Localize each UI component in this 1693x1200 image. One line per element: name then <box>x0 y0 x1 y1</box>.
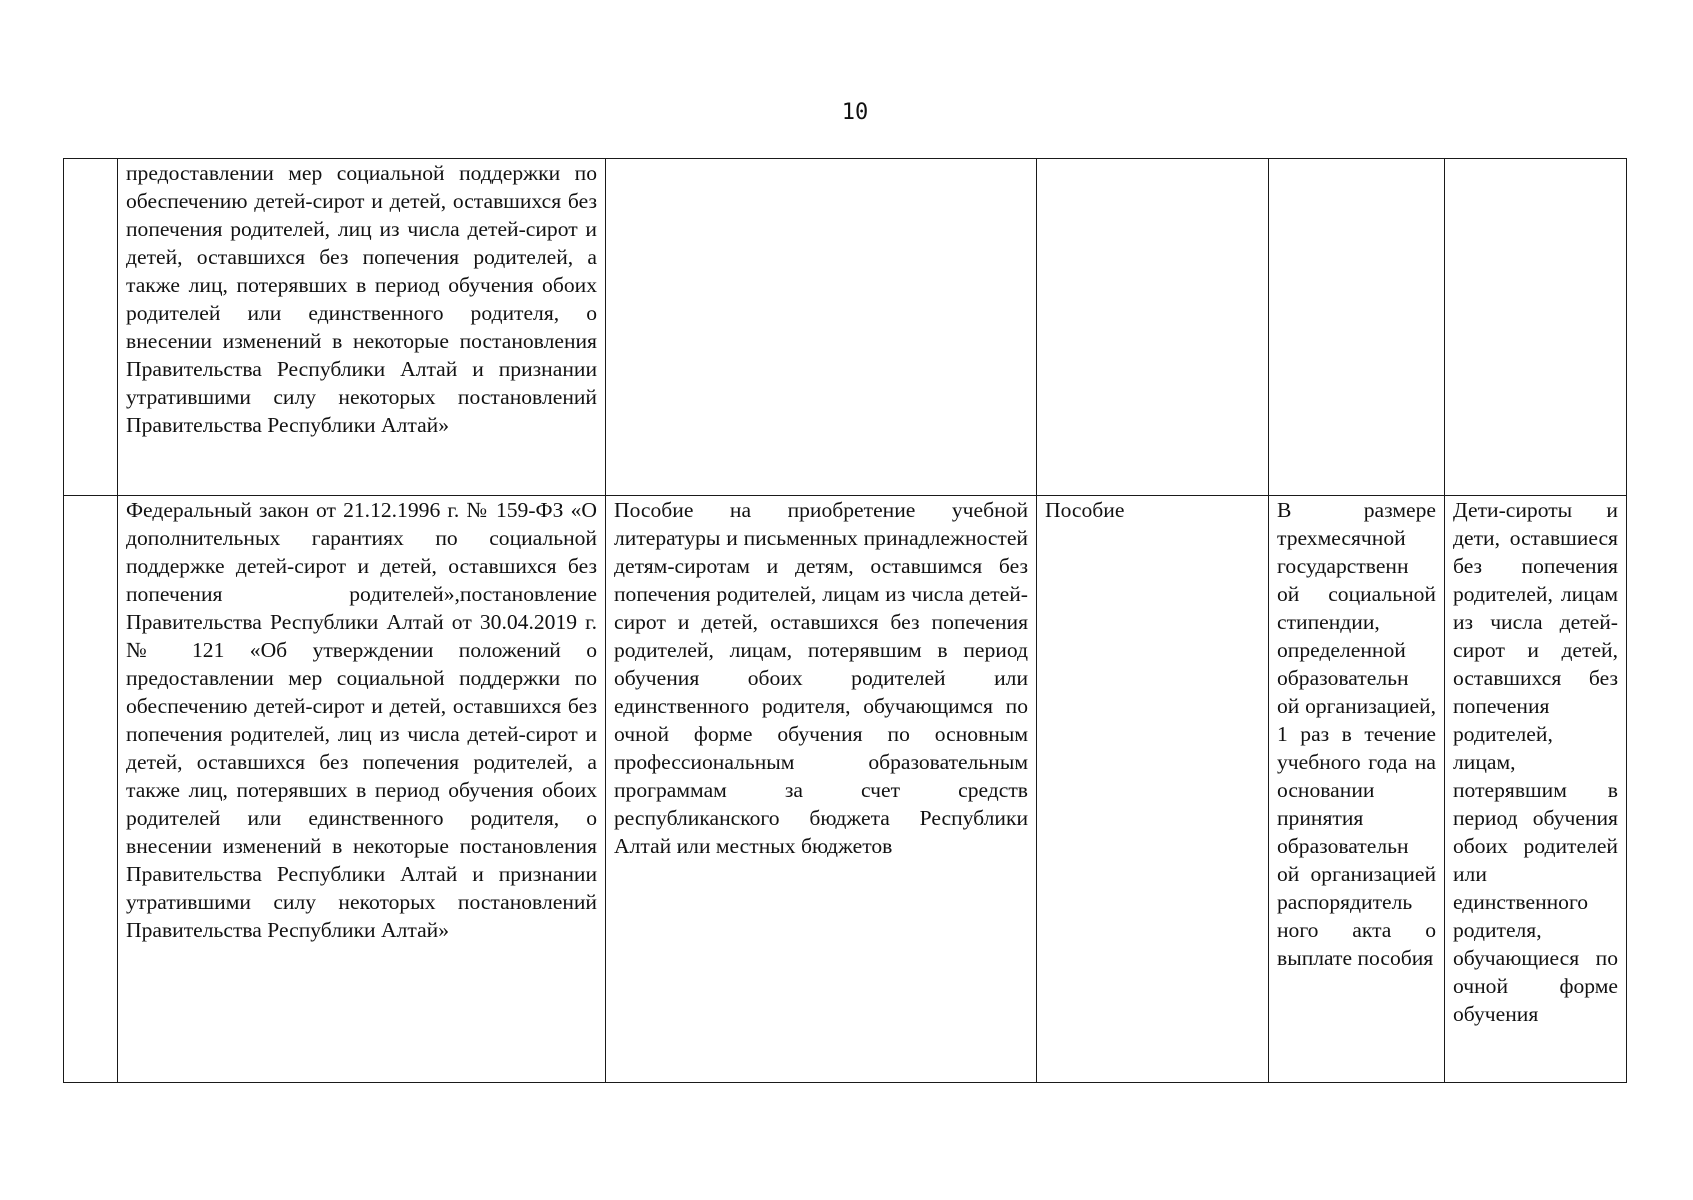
legal-basis-text: предоставлении мер социальной поддержки по обеспечению детей-сирот и детей, оставшихся без попечения родителей, лиц из числа детей-сирот и детей, оставшихся без попечения родителей, а также лиц, потерявших в период обучения обоих родителей или единственного родителя, о внесении изменений в некоторые постановления Правительства Республики Алтай и признании утратившими силу некоторых постановлений Правительства Республики Алтай» <box>126 161 597 437</box>
support-measure-text: Пособие на приобретение учебной литературы и письменных принадлежностей детям-сиротам и детям, оставшимся без попечения родителей, лицам из числа детей-сирот и детей, оставшихся без попечения родителей, лицам, потерявшим в период обучения обоих родителей или единственного родителя, обучающимся по очной форме обучения по основным профессиональным образовательным программам за счет средств республиканского бюджета Республики Алтай или местных бюджетов <box>614 498 1028 858</box>
benefits-table <box>63 158 1627 1083</box>
legal-basis-cell <box>118 159 606 496</box>
recipients-cell <box>1445 159 1627 496</box>
table-row <box>64 496 1627 1083</box>
row-number-cell <box>64 496 118 1083</box>
support-measure-cell <box>606 496 1037 1083</box>
table-row <box>64 159 1627 496</box>
amount-cell <box>1269 159 1445 496</box>
amount-cell <box>1269 496 1445 1083</box>
amount-text: В размере трехмесячной государственн ой социальной стипендии, определенной образовательн ой организацией, 1 раз в течение учебного года на основании принятия образовательн ой организацией распорядитель ного акта о выплате пособия <box>1277 498 1436 970</box>
support-measure-cell <box>606 159 1037 496</box>
recipients-cell <box>1445 496 1627 1083</box>
support-form-cell <box>1037 496 1269 1083</box>
support-form-cell <box>1037 159 1269 496</box>
support-form-text: Пособие <box>1045 498 1125 522</box>
legal-basis-text: Федеральный закон от 21.12.1996 г. № 159-ФЗ «О дополнительных гарантиях по социальной поддержке детей-сирот и детей, оставшихся без попечения родителей»,постановление Правительства Республики Алтай от 30.04.2019 г. № 121 «Об утверждении положений о предоставлении мер социальной поддержки по обеспечению детей-сирот и детей, оставшихся без попечения родителей, лиц из числа детей-сирот и детей, оставшихся без попечения родителей, а также лиц, потерявших в период обучения обоих родителей или единственного родителя, о внесении изменений в некоторые постановления Правительства Республики Алтай и признании утратившими силу некоторых постановлений Правительства Республики Алтай» <box>126 498 597 942</box>
recipients-text: Дети-сироты и дети, оставшиеся без попечения родителей, лицам из числа детей-сирот и детей, оставшихся без попечения родителей, лицам, потерявшим в период обучения обоих родителей или единственного родителя, обучающиеся по очной форме обучения <box>1453 498 1618 1026</box>
row-number-cell <box>64 159 118 496</box>
legal-basis-cell <box>118 496 606 1083</box>
page-number: 10 <box>841 100 869 125</box>
